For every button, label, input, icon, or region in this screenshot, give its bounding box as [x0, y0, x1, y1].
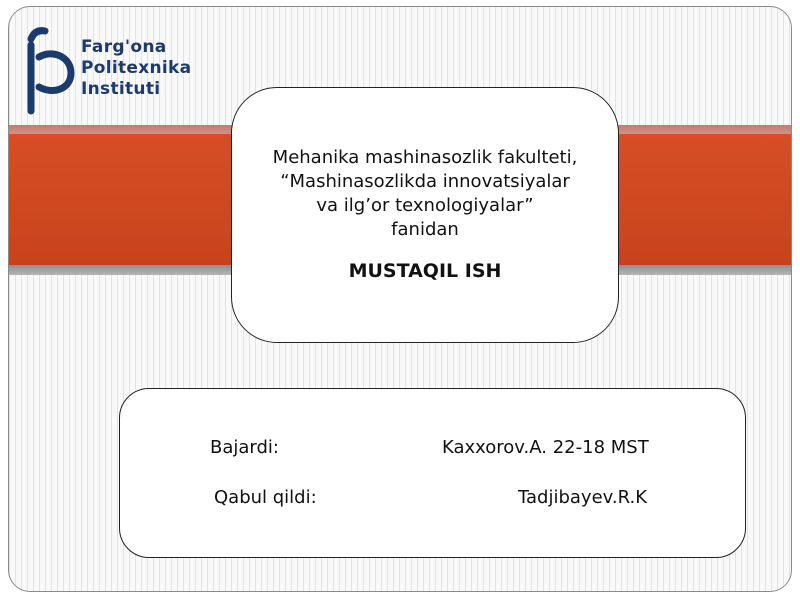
done-value: Kaxxorov.A. 22-18 MST: [442, 437, 649, 458]
logo-line-2: Politexnika: [81, 58, 192, 78]
info-box: [119, 388, 746, 558]
course-line-3: fanidan: [391, 219, 459, 240]
slide: [8, 6, 792, 592]
faculty-line: Mehanika mashinasozlik fakulteti,: [272, 147, 578, 168]
fp-logo-icon: [23, 27, 75, 115]
done-label: Bajardi:: [210, 437, 279, 458]
logo-line-1: Farg'ona: [81, 37, 167, 57]
accepted-label: Qabul qildi:: [214, 487, 317, 508]
logo-line-3: Instituti: [81, 79, 161, 99]
logo-text: [81, 37, 191, 100]
document-title: MUSTAQIL ISH: [348, 260, 502, 282]
accepted-value: Tadjibayev.R.K: [518, 487, 648, 508]
course-line-2: va ilg’or texnologiyalar”: [316, 195, 534, 216]
institute-logo: [23, 27, 223, 117]
title-box: [231, 87, 619, 343]
course-line-1: “Mashinasozlikda innovatsiyalar: [280, 171, 570, 192]
